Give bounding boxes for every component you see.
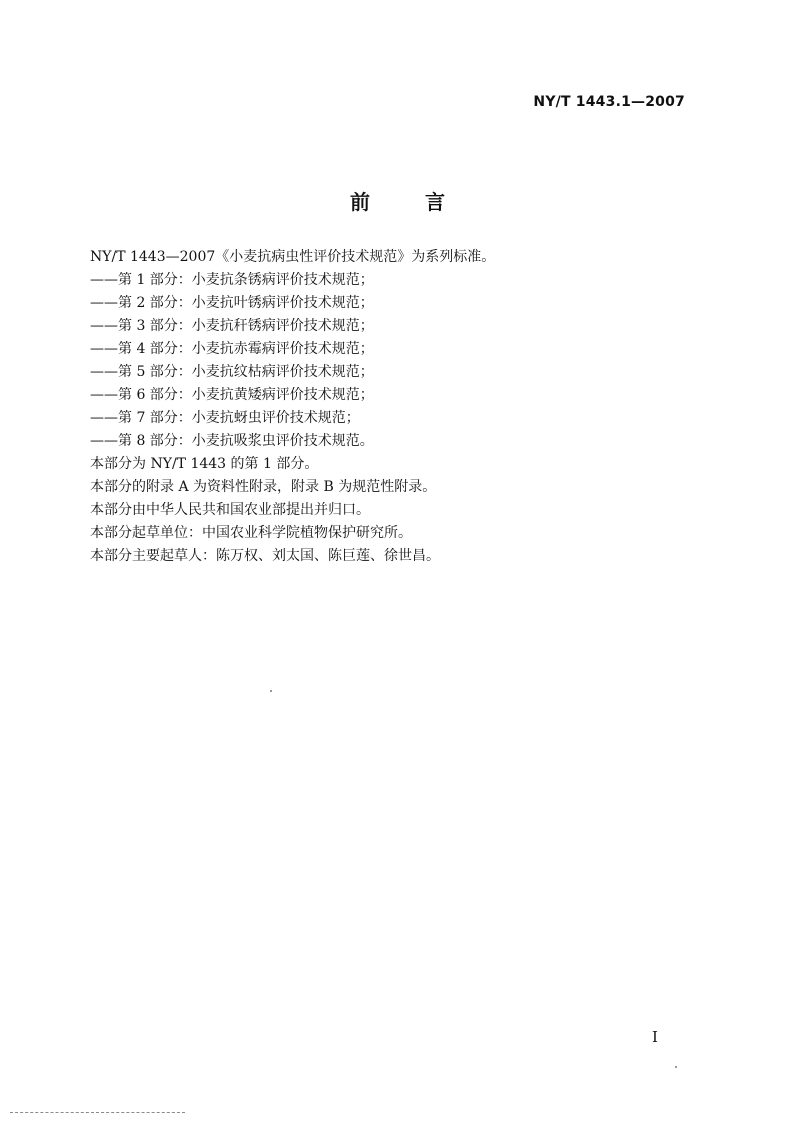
standard-number: NY/T 1443.1—2007 [533, 94, 685, 110]
scan-speck [675, 1066, 677, 1068]
scan-speck [270, 690, 272, 692]
drafters-line: 本部分主要起草人：陈万权、刘太国、陈巨莲、徐世昌。 [90, 548, 440, 564]
part-statement-line: 本部分为 NY/T 1443 的第 1 部分。 [90, 456, 319, 472]
preface-body [90, 246, 700, 568]
drafting-unit-line: 本部分起草单位：中国农业科学院植物保护研究所。 [90, 525, 412, 541]
scan-edge-mark [10, 1112, 185, 1113]
part-6-line: ——第 6 部分：小麦抗黄矮病评价技术规范； [90, 387, 374, 403]
part-3-line: ——第 3 部分：小麦抗秆锈病评价技术规范； [90, 318, 374, 334]
part-8-line: ——第 8 部分：小麦抗吸浆虫评价技术规范。 [90, 433, 374, 449]
part-2-line: ——第 2 部分：小麦抗叶锈病评价技术规范； [90, 295, 374, 311]
series-intro-line: NY/T 1443—2007《小麦抗病虫性评价技术规范》为系列标准。 [90, 249, 496, 265]
part-4-line: ——第 4 部分：小麦抗赤霉病评价技术规范； [90, 341, 374, 357]
part-1-line: ——第 1 部分：小麦抗条锈病评价技术规范； [90, 272, 374, 288]
proposer-line: 本部分由中华人民共和国农业部提出并归口。 [90, 502, 370, 518]
page-number: I [652, 1028, 658, 1046]
annex-statement-line: 本部分的附录 A 为资料性附录，附录 B 为规范性附录。 [90, 479, 437, 495]
part-7-line: ——第 7 部分：小麦抗蚜虫评价技术规范； [90, 410, 360, 426]
part-5-line: ——第 5 部分：小麦抗纹枯病评价技术规范； [90, 364, 374, 380]
preface-title: 前 言 [350, 190, 469, 214]
